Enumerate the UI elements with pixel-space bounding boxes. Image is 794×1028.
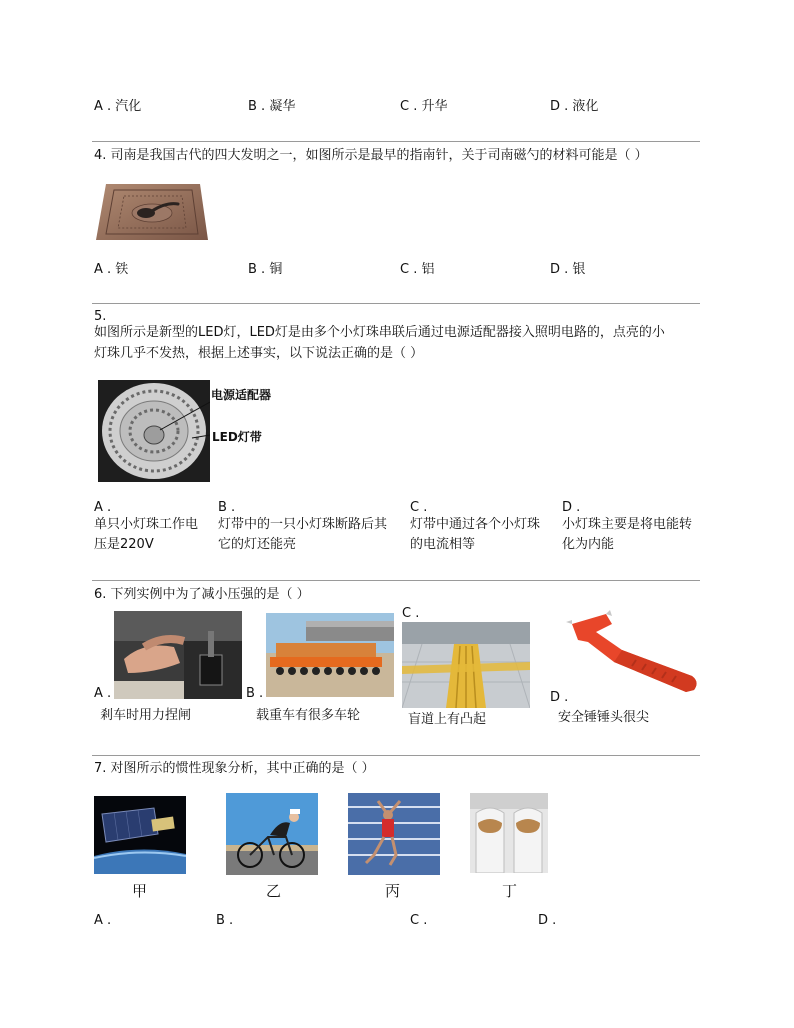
q7-option-a[interactable]: A . <box>94 913 112 928</box>
option-text: 灯带中的一只小灯珠断路后其 <box>218 517 388 532</box>
option-letter: C . <box>402 606 420 621</box>
option-caption: 载重车有很多车轮 <box>256 708 361 723</box>
divider <box>92 141 700 142</box>
divider <box>92 580 700 581</box>
q5-stem-line1: 如图所示是新型的LED灯，LED灯是由多个小灯珠串联后通过电源适配器接入照明电路的，点亮的小 <box>94 325 665 340</box>
q7-option-b[interactable]: B . <box>216 913 234 928</box>
q4-stem: 4. 司南是我国古代的四大发明之一，如图所示是最早的指南针，关于司南磁勺的材料可能是（ ） <box>94 148 648 163</box>
option-caption: 盲道上有凸起 <box>408 712 487 727</box>
option-letter: A . <box>94 500 112 515</box>
q3-option-b[interactable]: B . 凝华 <box>248 99 296 114</box>
option-text: 小灯珠主要是将电能转 <box>562 517 693 532</box>
q7-option-d[interactable]: D . <box>538 913 557 928</box>
option-text: 灯带中通过各个小灯珠 <box>410 517 541 532</box>
safety-hammer-image <box>566 610 702 698</box>
option-text: 化为内能 <box>562 537 615 552</box>
q5-led-image <box>98 380 210 482</box>
option-letter: C . <box>410 500 428 515</box>
heavy-truck-image <box>266 613 394 697</box>
q4-option-c[interactable]: C . 铝 <box>400 262 435 277</box>
divider <box>92 303 700 304</box>
q4-option-d[interactable]: D . 银 <box>550 262 586 277</box>
option-letter: B . <box>246 686 264 701</box>
car-headrest-image <box>470 793 548 873</box>
tactile-paving-image <box>402 622 530 708</box>
option-letter: D . <box>550 690 569 705</box>
q7-option-c[interactable]: C . <box>410 913 428 928</box>
cyclist-image <box>226 793 318 875</box>
satellite-image <box>94 796 186 874</box>
q5-number: 5. <box>94 309 107 324</box>
long-jump-image <box>348 793 440 875</box>
option-caption: 剎车时用力捏闸 <box>100 708 192 723</box>
q6-stem: 6. 下列实例中为了减小压强的是（ ） <box>94 587 310 602</box>
q3-option-c[interactable]: C . 升华 <box>400 99 448 114</box>
option-text: 它的灯还能亮 <box>218 537 297 552</box>
q3-option-d[interactable]: D . 液化 <box>550 99 599 114</box>
pic-label-yi: 乙 <box>266 882 282 900</box>
q4-option-a[interactable]: A . 铁 <box>94 262 129 277</box>
brake-lever-image <box>114 611 242 699</box>
option-text: 单只小灯珠工作电 <box>94 517 199 532</box>
q5-stem-line2: 灯珠几乎不发热，根据上述事实，以下说法正确的是（ ） <box>94 346 424 361</box>
label-power-adapter: 电源适配器 <box>211 388 272 402</box>
label-led-strip: LED灯带 <box>212 430 262 444</box>
option-letter: B . <box>218 500 236 515</box>
pic-label-jia: 甲 <box>132 882 148 900</box>
option-text: 的电流相等 <box>410 537 476 552</box>
q7-stem: 7. 对图所示的惯性现象分析，其中正确的是（ ） <box>94 761 375 776</box>
option-text: 压是220V <box>94 537 154 552</box>
divider <box>92 755 700 756</box>
option-letter: D . <box>562 500 581 515</box>
option-caption: 安全锤锤头很尖 <box>558 710 650 725</box>
option-letter: A . <box>94 686 112 701</box>
pic-label-bing: 丙 <box>385 882 401 900</box>
q4-compass-image <box>96 180 208 242</box>
q4-option-b[interactable]: B . 铜 <box>248 262 283 277</box>
q3-option-a[interactable]: A . 汽化 <box>94 99 142 114</box>
pic-label-ding: 丁 <box>502 882 518 900</box>
